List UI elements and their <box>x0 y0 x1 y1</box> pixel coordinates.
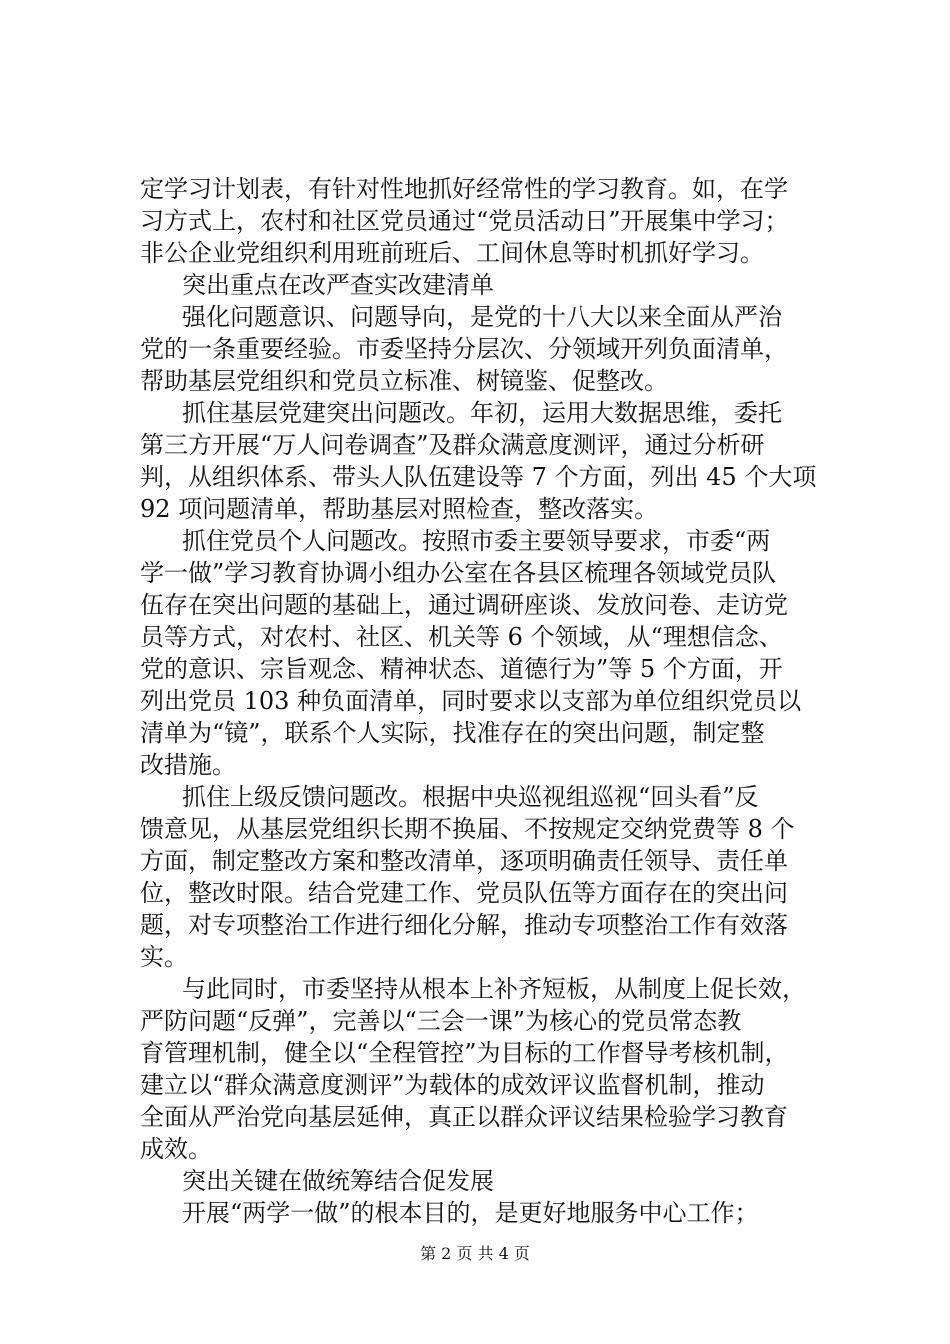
text-line: 抓住上级反馈问题改。根据中央巡视组巡视“回头看”反 <box>182 783 759 811</box>
text-line: 馈意见，从基层党组织长期不换届、不按规定交纳党费等 8 个 <box>140 815 795 843</box>
text-line: 建立以“群众满意度测评”为载体的成效评议监督机制，推动 <box>140 1071 765 1099</box>
text-line: 列出党员 103 种负面清单，同时要求以支部为单位组织党员以 <box>140 687 802 715</box>
text-line: 全面从严治党向基层延伸，真正以群众评议结果检验学习教育 <box>140 1103 788 1131</box>
text-line: 非公企业党组织利用班前班后、工间休息等时机抓好学习。 <box>140 239 764 267</box>
text-line: 党的一条重要经验。市委坚持分层次、分领域开列负面清单， <box>140 335 788 363</box>
document-body <box>140 173 835 1229</box>
text-line: 突出重点在改严查实改建清单 <box>182 271 494 299</box>
text-line: 习方式上，农村和社区党员通过“党员活动日”开展集中学习； <box>140 207 789 235</box>
text-line: 题，对专项整治工作进行细化分解，推动专项整治工作有效落 <box>140 911 788 939</box>
text-line: 伍存在突出问题的基础上，通过调研座谈、发放问卷、走访党 <box>140 591 788 619</box>
text-line: 实。 <box>140 943 188 971</box>
text-line: 抓住基层党建突出问题改。年初，运用大数据思维，委托 <box>182 399 782 427</box>
text-line: 第三方开展“万人问卷调查”及群众满意度测评，通过分析研 <box>140 431 765 459</box>
text-line: 位，整改时限。结合党建工作、党员队伍等方面存在的突出问 <box>140 879 788 907</box>
text-line: 党的意识、宗旨观念、精神状态、道德行为”等 5 个方面，开 <box>140 655 783 683</box>
text-line: 清单为“镜”，联系个人实际，找准存在的突出问题，制定整 <box>140 719 765 747</box>
text-line: 与此同时，市委坚持从根本上补齐短板，从制度上促长效， <box>182 975 806 1003</box>
text-line: 方面，制定整改方案和整改清单，逐项明确责任领导、责任单 <box>140 847 788 875</box>
text-line: 学一做”学习教育协调小组办公室在各县区梳理各领域党员队 <box>140 559 777 587</box>
page-footer: 第 2 页 共 4 页 <box>420 1244 530 1263</box>
text-line: 92 项问题清单，帮助基层对照检查，整改落实。 <box>140 495 659 523</box>
text-line: 改措施。 <box>140 751 236 779</box>
text-line: 突出关键在做统筹结合促发展 <box>182 1167 494 1195</box>
text-line: 员等方式，对农村、社区、机关等 6 个领域，从“理想信念、 <box>140 623 783 651</box>
text-line: 强化问题意识、问题导向，是党的十八大以来全面从严治 <box>182 303 782 331</box>
text-line: 开展“两学一做”的根本目的，是更好地服务中心工作； <box>182 1199 759 1227</box>
text-line: 帮助基层党组织和党员立标准、树镜鉴、促整改。 <box>140 367 668 395</box>
text-line: 育管理机制，健全以“全程管控”为目标的工作督导考核机制， <box>140 1039 789 1067</box>
text-line: 成效。 <box>140 1135 212 1163</box>
text-line: 判，从组织体系、带头人队伍建设等 7 个方面，列出 45 个大项 <box>140 463 817 491</box>
text-line: 定学习计划表，有针对性地抓好经常性的学习教育。如，在学 <box>140 175 788 203</box>
text-line: 抓住党员个人问题改。按照市委主要领导要求，市委“两 <box>182 527 771 555</box>
text-line: 严防问题“反弹”，完善以“三会一课”为核心的党员常态教 <box>140 1007 742 1035</box>
